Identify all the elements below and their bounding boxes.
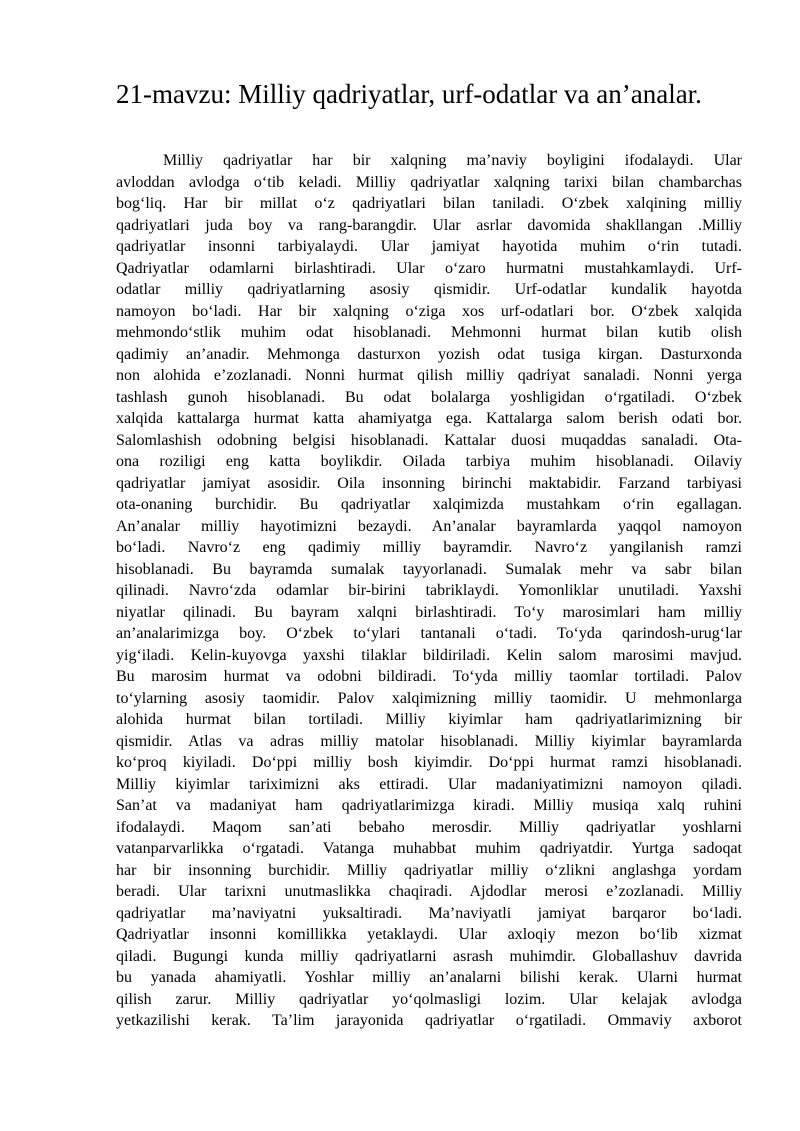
text-line: qadriyatlar ma’naviyatni yuksaltiradi. Ma’naviyatli jamiyat barqaror bo‘ladi. (116, 904, 742, 922)
text-line: xalqida kattalarga hurmat katta ahamiyatga ega. Kattalarga salom berish odati bor. (116, 410, 742, 427)
text-line: bo‘ladi. Navro‘z eng qadimiy milliy bayramdir. Navro‘z yangilanish ramzi (116, 539, 742, 556)
text-line: alohida hurmat bilan tortiladi. Milliy kiyimlar ham qadriyatlarimizning bir (116, 711, 742, 728)
text-line: Salomlashish odobning belgisi hisoblanadi. Kattalar duosi muqaddas sanaladi. Ota- (116, 431, 742, 449)
text-line: niyatlar qilinadi. Bu bayram xalqni birlashtiradi. To‘y marosimlari ham milliy (116, 603, 742, 621)
text-line: namoyon bo‘ladi. Har bir xalqning o‘ziga xos urf-odatlari bor. O‘zbek xalqida (116, 302, 742, 320)
text-line: Milliy kiyimlar tariximizni aks ettiradi. Ular madaniyatimizni namoyon qiladi. (116, 775, 742, 793)
text-line: beradi. Ular tarixni unutmaslikka chaqiradi. Ajdodlar merosi e’zozlanadi. Milliy (116, 883, 742, 900)
text-line: avloddan avlodga o‘tib keladi. Milliy qadriyatlar xalqning tarixi bilan chambarchas (116, 173, 742, 191)
text-line: an’analarimizga boy. O‘zbek to‘ylari tantanali o‘tadi. To‘yda qarindosh-urug‘lar (116, 625, 742, 642)
text-line: ko‘proq kiyiladi. Do‘ppi milliy bosh kiyimdir. Do‘ppi hurmat ramzi hisoblanadi. (116, 754, 742, 771)
text-line: har bir insonning burchidir. Milliy qadriyatlar milliy o‘zlikni anglashga yordam (116, 861, 742, 879)
text-line: qismidir. Atlas va adras milliy matolar hisoblanadi. Milliy kiyimlar bayramlarda (116, 732, 742, 750)
text-line: qadimiy an’anadir. Mehmonga dasturxon yozish odat tusiga kirgan. Dasturxonda (116, 345, 742, 363)
text-line: mehmondo‘stlik muhim odat hisoblanadi. Mehmonni hurmat bilan kutib olish (116, 324, 742, 341)
text-line: ifodalaydi. Maqom san’ati bebaho merosdir. Milliy qadriyatlar yoshlarni (116, 818, 742, 836)
text-line: non alohida e’zozlanadi. Nonni hurmat qilish milliy qadriyat sanaladi. Nonni yerga (116, 367, 742, 384)
text-line: Milliy qadriyatlar har bir xalqning ma’naviy boyligini ifodalaydi. Ular (163, 152, 742, 169)
text-line: to‘ylarning asosiy taomidir. Palov xalqimizning milliy taomidir. U mehmonlarga (116, 689, 742, 707)
text-line: qadriyatlar insonni tarbiyalaydi. Ular jamiyat hayotida muhim o‘rin tutadi. (116, 238, 742, 255)
text-line: vatanparvarlikka o‘rgatadi. Vatanga muhabbat muhim qadriyatdir. Yurtga sadoqat (116, 840, 742, 857)
text-line: Qadriyatlar insonni komillikka yetaklaydi. Ular axloqiy mezon bo‘lib xizmat (116, 926, 742, 943)
text-line: Bu marosim hurmat va odobni bildiradi. To‘yda milliy taomlar tortiladi. Palov (116, 668, 742, 685)
body-paragraph (116, 150, 742, 1032)
text-line: qiladi. Bugungi kunda milliy qadriyatlarni asrash muhimdir. Globallashuv davrida (116, 947, 742, 965)
page-title: 21-mavzu: Milliy qadriyatlar, urf-odatlar va an’analar. (116, 79, 702, 109)
text-line: qilinadi. Navro‘zda odamlar bir-birini tabriklaydi. Yomonliklar unutiladi. Yaxshi (116, 582, 742, 599)
text-line: bu yanada ahamiyatli. Yoshlar milliy an’analarni bilishi kerak. Ularni hurmat (116, 969, 742, 986)
text-line: yig‘iladi. Kelin-kuyovga yaxshi tilaklar bildiriladi. Kelin salom marosimi mavjud. (116, 646, 742, 664)
text-line: odatlar milliy qadriyatlarning asosiy qismidir. Urf-odatlar kundalik hayotda (116, 281, 742, 298)
text-line: ona roziligi eng katta boylikdir. Oilada tarbiya muhim hisoblanadi. Oilaviy (116, 453, 742, 470)
text-line: yetkazilishi kerak. Ta’lim jarayonida qadriyatlar o‘rgatiladi. Ommaviy axborot (116, 1012, 742, 1029)
text-line: bog‘liq. Har bir millat o‘z qadriyatlari bilan taniladi. O‘zbek xalqining milliy (116, 195, 742, 212)
text-line: San’at va madaniyat ham qadriyatlarimizga kiradi. Milliy musiqa xalq ruhini (116, 797, 742, 814)
text-line: ota-onaning burchidir. Bu qadriyatlar xalqimizda mustahkam o‘rin egallagan. (116, 496, 742, 513)
text-line: An’analar milliy hayotimizni bezaydi. An’analar bayramlarda yaqqol namoyon (116, 517, 742, 535)
text-line: qilish zarur. Milliy qadriyatlar yo‘qolmasligi lozim. Ular kelajak avlodga (116, 990, 742, 1008)
text-line: Qadriyatlar odamlarni birlashtiradi. Ular o‘zaro hurmatni mustahkamlaydi. Urf- (116, 259, 742, 277)
text-line: hisoblanadi. Bu bayramda sumalak tayyorlanadi. Sumalak mehr va sabr bilan (116, 560, 742, 578)
text-line: tashlash gunoh hisoblanadi. Bu odat bolalarga yoshligidan o‘rgatiladi. O‘zbek (116, 388, 742, 406)
text-line: qadriyatlar jamiyat asosidir. Oila insonning birinchi maktabidir. Farzand tarbiyasi (116, 474, 742, 492)
text-line: qadriyatlari juda boy va rang-barangdir. Ular asrlar davomida shakllangan .Milliy (116, 216, 742, 234)
